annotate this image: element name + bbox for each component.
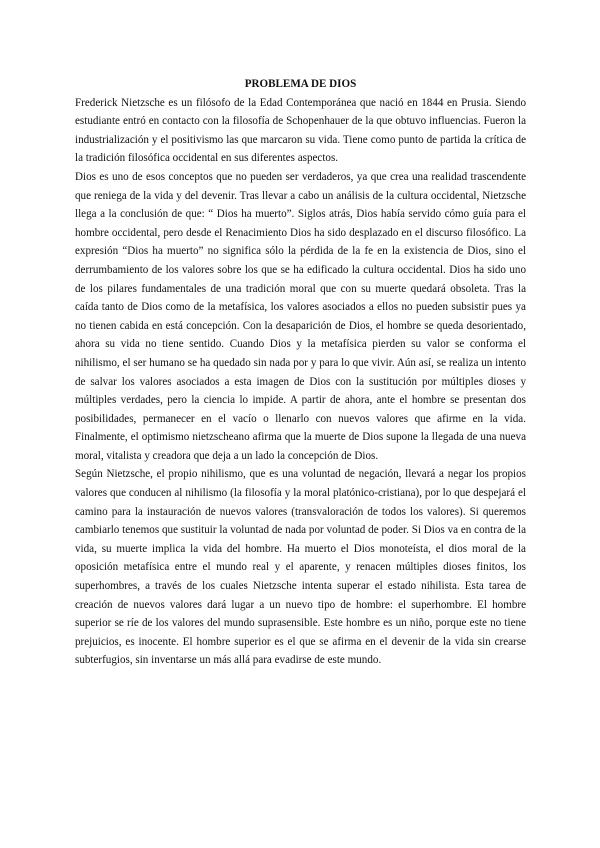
paragraph-nihilism: Según Nietzsche, el propio nihilismo, que es una voluntad de negación, llevará a negar los propios valores que conducen al nihilismo (la filosofía y la moral platónico-cristiana), por lo que despejará el camino para la instauración de nuevos valores (transvaloración de todos los valores). Si queremos cambiarlo tenemos que sustituir la voluntad de nada por voluntad de poder. Si Dios va en contra de la vida, su muerte implica la vida del hombre. Ha muerto el Dios monoteísta, el dios moral de la oposición metafísica entre el mundo real y el aparente, y renacen múltiples dioses finitos, los superhombres, a través de los cuales Nietzsche intenta superar el estado nihilista. Esta tarea de creación de nuevos valores dará lugar a un nuevo tipo de hombre: el superhombre. El hombre superior se ríe de los valores del mundo suprasensible. Este hombre es un niño, porque este no tiene prejuicios, es inocente. El hombre superior es el que se afirma en el devenir de la vida sin crearse subterfugios, sin inventarse un más allá para evadirse de este mundo.: [75, 468, 526, 667]
document-title: PROBLEMA DE DIOS: [244, 78, 357, 90]
document-body: [75, 75, 526, 670]
paragraph-intro: Frederick Nietzsche es un filósofo de la Edad Contemporánea que nació en 1844 en Prusia. Siendo estudiante entró en contacto con la filosofía de Schopenhauer de la que obtuvo influencias. Fueron la industrialización y el positivismo las que marcaron su vida. Tiene como punto de partida la crítica de la tradición filosófica occidental en sus diferentes aspectos.: [75, 96, 526, 165]
paragraph-death-of-god: Dios es uno de esos conceptos que no pueden ser verdaderos, ya que crea una realidad trascendente que reniega de la vida y del devenir. Tras llevar a cabo un análisis de la cultura occidental, Nietzsche llega a la conclusión de que: “ Dios ha muerto”. Siglos atrás, Dios había servido cómo guía para el hombre occidental, pero desde el Renacimiento Dios ha sido desplazado en el discurso filosófico. La expresión “Dios ha muerto” no significa sólo la pérdida de la fe en la existencia de Dios, sino el derrumbamiento de los valores sobre los que se ha edificado la cultura occidental. Dios ha sido uno de los pilares fundamentales de una tradición moral que con su muerte quedará obsoleta. Tras la caída tanto de Dios como de la metafísica, los valores asociados a ellos no pueden subsistir pues ya no tienen cabida en está concepción. Con la desaparición de Dios, el hombre se queda desorientado, ahora su vida no tiene sentido. Cuando Dios y la metafísica pierden su valor se conforma el nihilismo, el ser humano se ha quedado sin nada por y para lo que vivir. Aún así, se realiza un intento de salvar los valores asociados a esta imagen de Dios con la sustitución por múltiples dioses y múltiples verdades, pero la ciencia lo impide. A partir de ahora, ante el hombre se presentan dos posibilidades, permanecer en el vacío o llenarlo con nuevos valores que afirme en la vida. Finalmente, el optimismo nietzscheano afirma que la muerte de Dios supone la llegada de una nueva moral, vitalista y creadora que deja a un lado la concepción de Dios.: [75, 170, 526, 462]
